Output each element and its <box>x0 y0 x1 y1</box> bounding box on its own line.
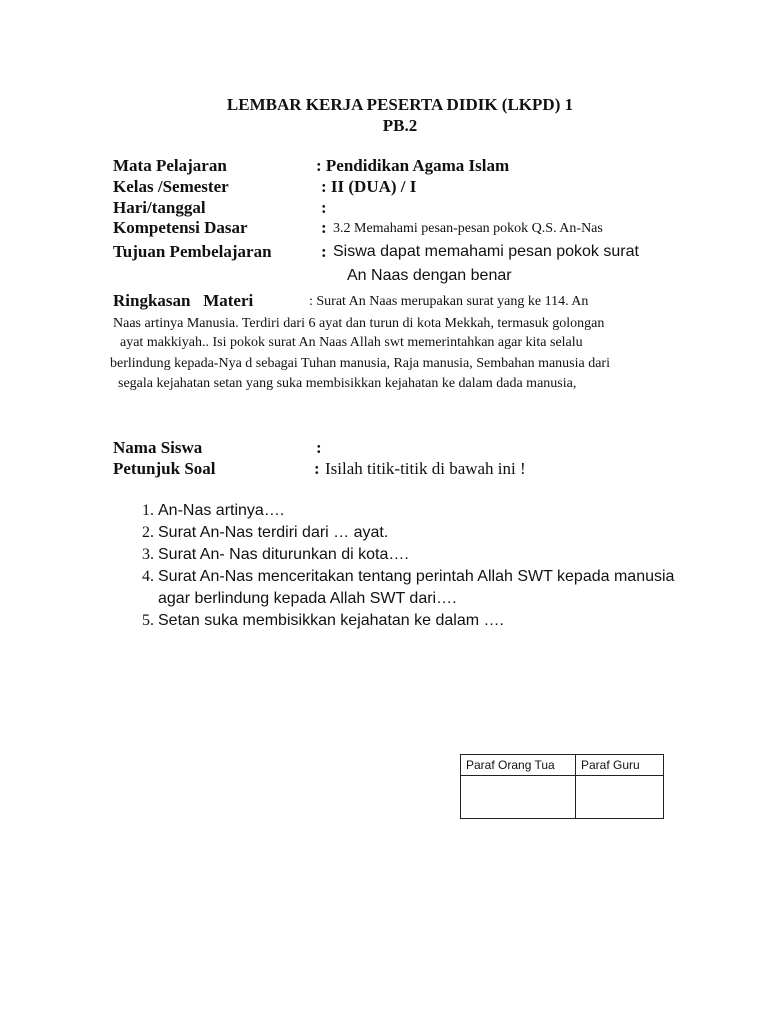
question-item: 4. Surat An-Nas menceritakan tentang perintah Allah SWT kepada manusia agar berlindung kepada Allah SWT dari…. <box>158 566 678 610</box>
tujuan-colon: : <box>321 242 327 261</box>
petunjuk-label: Petunjuk Soal <box>113 459 216 478</box>
kd-value: 3.2 Memahami pesan-pesan pokok Q.S. An-Nas <box>333 221 603 236</box>
kelas-label: Kelas /Semester <box>113 177 229 196</box>
mapel-label: Mata Pelajaran <box>113 156 227 175</box>
ringkasan-label: Ringkasan Materi <box>113 291 254 310</box>
mapel-value: : Pendidikan Agama Islam <box>316 156 510 175</box>
kd-colon: : <box>321 218 327 237</box>
hari-label: Hari/tanggal <box>113 198 206 217</box>
kd-label: Kompetensi Dasar <box>113 218 248 237</box>
hari-value: : <box>321 198 327 217</box>
question-list <box>110 500 678 632</box>
document-title: LEMBAR KERJA PESERTA DIDIK (LKPD) 1 <box>226 95 574 114</box>
signature-table <box>460 754 664 819</box>
parent-signature-header: Paraf Orang Tua <box>461 755 576 776</box>
nama-siswa-colon: : <box>316 438 322 457</box>
tujuan-value-2: An Naas dengan benar <box>347 267 512 284</box>
question-item: 2. Surat An-Nas terdiri dari … ayat. <box>158 522 678 544</box>
teacher-signature-box[interactable] <box>576 776 664 819</box>
tujuan-label: Tujuan Pembelajaran <box>113 242 272 261</box>
ringkasan-line-4: berlindung kepada-Nya d sebagai Tuhan manusia, Raja manusia, Sembahan manusia dari <box>110 356 610 371</box>
petunjuk-colon: : <box>314 459 320 478</box>
document-subtitle: PB.2 <box>382 116 418 135</box>
question-item: 3. Surat An- Nas diturunkan di kota…. <box>158 544 678 566</box>
question-item: 1. An-Nas artinya…. <box>158 500 678 522</box>
ringkasan-line-2: Naas artinya Manusia. Terdiri dari 6 ayat dan turun di kota Mekkah, termasuk golongan <box>113 316 605 331</box>
tujuan-value-1: Siswa dapat memahami pesan pokok surat <box>333 243 639 260</box>
kelas-value: : II (DUA) / I <box>321 177 417 196</box>
petunjuk-value: Isilah titik-titik di bawah ini ! <box>325 459 526 478</box>
question-item: 5. Setan suka membisikkan kejahatan ke dalam …. <box>158 610 678 632</box>
parent-signature-box[interactable] <box>461 776 576 819</box>
ringkasan-line-5: segala kejahatan setan yang suka membisikkan kejahatan ke dalam dada manusia, <box>118 376 577 391</box>
ringkasan-line-3: ayat makkiyah.. Isi pokok surat An Naas Allah swt memerintahkan agar kita selalu <box>120 335 583 350</box>
teacher-signature-header: Paraf Guru <box>576 755 664 776</box>
ringkasan-line-1: : Surat An Naas merupakan surat yang ke 114. An <box>309 294 589 309</box>
nama-siswa-label: Nama Siswa <box>113 438 203 457</box>
